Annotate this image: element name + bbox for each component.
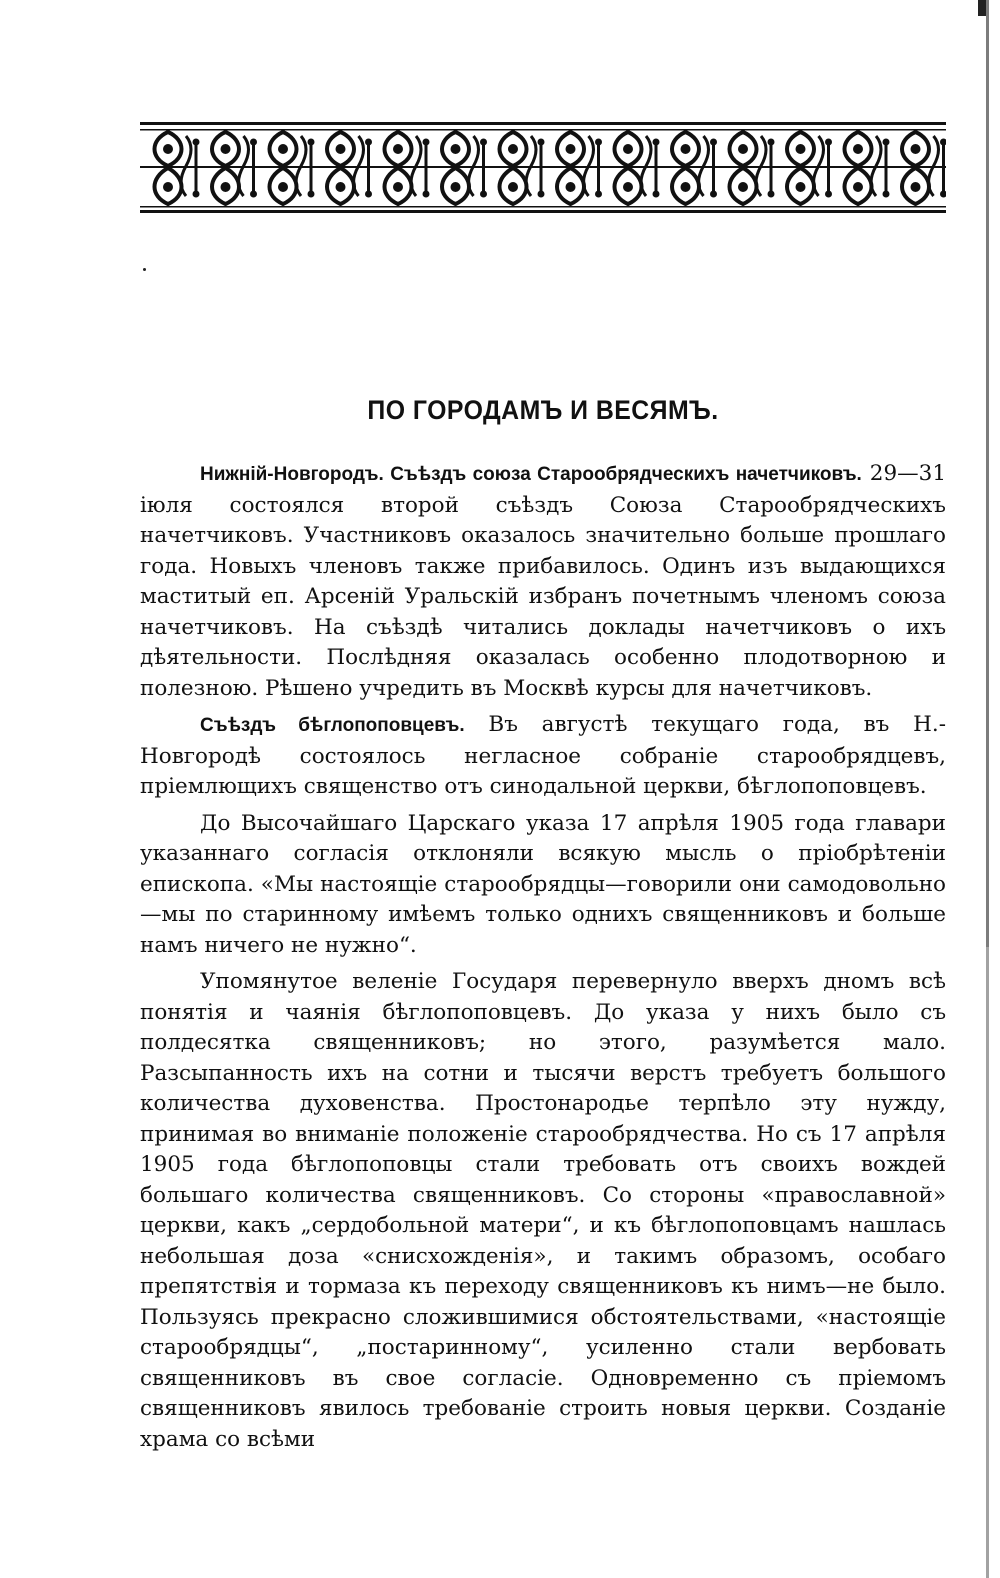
article-body xyxy=(140,459,946,1455)
section-heading: Нижній-Новгородъ. Съѣздъ союза Старообрядческихъ начетчиковъ. xyxy=(200,464,862,485)
paragraph: До Высочайшаго Царскаго указа 17 апрѣля 1905 года главари указаннаго согласія отклоняли всякую мысль о пріобрѣтеніи епископа. «Мы настоящіе старообрядцы—говорили они самодовольно—мы по старинному имѣемъ только однихъ священниковъ и больше намъ ничего не нужно“. xyxy=(140,810,946,958)
page-edge-rule xyxy=(986,0,989,1578)
header-ornament-band xyxy=(140,122,946,214)
page-title: ПО ГОРОДАМЪ И ВЕСЯМЪ. xyxy=(367,395,719,425)
paragraph: Упомянутое веленіе Государя перевернуло вверхъ дномъ всѣ понятія и чаянія бѣглопоповцевъ. До указа у нихъ было съ полдесятка священниковъ; но этого, разумѣется мало. Разсыпанность ихъ на сотни и тысячи верстъ требуетъ большого количества духовенства. Простонародье терпѣло эту нужду, принимая во вниманіе положеніе старообрядчества. Но съ 17 апрѣля 1905 года бѣглопоповцы стали требовать отъ своихъ вождей большаго количества священниковъ. Со стороны «православной» церкви, какъ „сердобольной матери“, и къ бѣглопоповцамъ нашлась небольшая доза «снисхожденія», и такимъ образомъ, особаго препятствія и тормаза къ переходу священниковъ къ нимъ—не было. Пользуясь прекрасно сложившимися обстоятельствами, «настоящіе старообрядцы“, „постаринному“, усиленно стали вербовать священниковъ въ свое согласіе. Одновременно съ пріемомъ священниковъ явилось требованіе строить новыя церкви. Созданіе храма со всѣми xyxy=(140,969,946,1452)
section-heading: Съѣздъ бѣглопоповцевъ. xyxy=(200,715,465,736)
section-text: Въ августѣ текущаго года, въ Н.-Новгородѣ состоялось негласное собраніе старообрядцевъ, пріемлющихъ священство отъ синодальной церкви, бѣглопоповцевъ. xyxy=(140,712,946,799)
section-congress xyxy=(140,710,946,803)
section-nizhny xyxy=(140,459,946,704)
margin-mark xyxy=(978,0,986,16)
section-text: 29—31 іюля состоялся второй съѣздъ Союза Старообрядческихъ начетчиковъ. Участниковъ оказалось значительно больше прошлаго года. Новыхъ членовъ также прибавилось. Одинъ изъ выдающихся маститый еп. Арсеній Уральскій избранъ почетнымъ членомъ союза начетчиковъ. На съѣздѣ читались доклады начетчиковъ о ихъ дѣятельности. Послѣдняя оказалась особенно плодотворною и полезною. Рѣшено учредить въ Москвѣ курсы для начетчиковъ. xyxy=(140,461,946,701)
stray-ink-dot xyxy=(143,268,146,271)
